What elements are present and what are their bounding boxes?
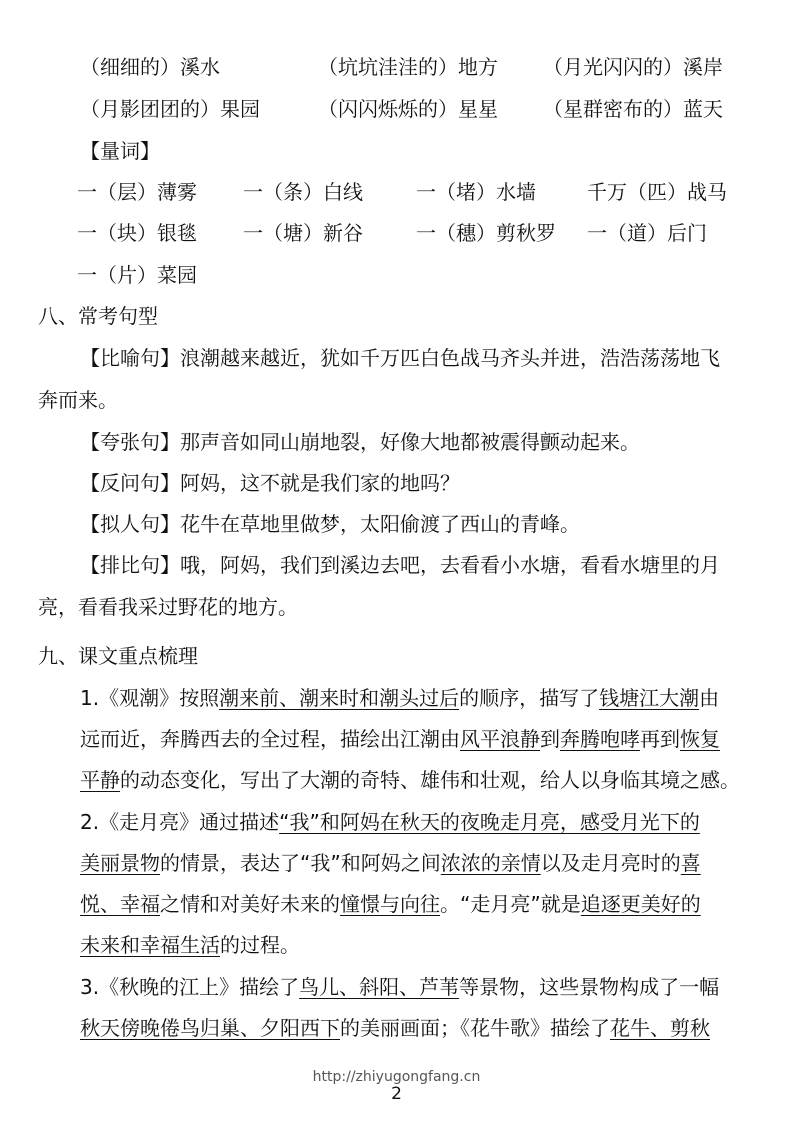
text: 1.《观潮》按照 (80, 686, 220, 710)
sentence-text: 哦，阿妈，我们到溪边去吧，去看看小水塘，看看水塘里的月 (180, 553, 720, 577)
measure-item: 一（道）后门 (587, 221, 707, 245)
sentence-tag: 【反问句】 (80, 471, 180, 495)
phrase: （星群密布的）蓝天 (543, 97, 723, 121)
key-point: 鸟儿、斜阳、芦苇 (299, 975, 460, 999)
phrase: （坑坑洼洼的）地方 (318, 55, 498, 79)
text: 的情景，表达了“我”和阿妈之间 (160, 851, 441, 875)
key-point: 美丽景物 (80, 851, 160, 875)
paragraph-line (80, 890, 701, 918)
text: 。“走月亮”就是 (440, 892, 581, 916)
sentence (80, 344, 720, 372)
text: 由 (699, 686, 720, 710)
sentence-text: 阿妈，这不就是我们家的地吗？ (180, 471, 460, 495)
phrase: （月影团团的）果园 (80, 97, 260, 121)
key-point: 风平浪静 (460, 727, 540, 751)
key-point: 秋天傍晚倦鸟归巢、夕阳西下 (80, 1016, 340, 1040)
phrase: （闪闪烁烁的）星星 (318, 97, 498, 121)
text: 的美丽画面；《花牛歌》描绘了 (340, 1016, 610, 1040)
measure-item: 一（塘）新谷 (243, 221, 363, 245)
sentence-tag: 【拟人句】 (80, 512, 180, 536)
section-title: 八、常考句型 (38, 304, 158, 328)
sentence (80, 510, 580, 538)
key-point: 潮来前、潮来时和潮头过后 (219, 686, 460, 710)
key-point: 悦、幸福 (80, 892, 160, 916)
measure-heading: 【量词】 (80, 139, 160, 163)
text: 以及走月亮时的 (540, 851, 681, 875)
key-point: 未来和幸福生活 (80, 933, 220, 957)
text: 等景物，这些景物构成了一幅 (459, 975, 720, 999)
measure-item: 一（堵）水墙 (416, 180, 536, 204)
measure-item: 一（条）白线 (243, 180, 363, 204)
text: 之情和对美好未来的 (160, 892, 340, 916)
text: 的顺序，描写了 (459, 686, 600, 710)
section-title: 九、课文重点梳理 (38, 644, 198, 668)
key-point: 浓浓的亲情 (440, 851, 541, 875)
sentence-text: 那声音如同山崩地裂，好像大地都被震得颤动起来。 (180, 430, 640, 454)
sentence (80, 428, 640, 456)
text: 再到 (640, 727, 680, 751)
key-point: 恢复 (680, 727, 720, 751)
paragraph-line (80, 973, 719, 1001)
text: 的动态变化，写出了大潮的奇特、雄伟和壮观，给人以身临其境之感。 (120, 768, 740, 792)
text: 远而近，奔腾西去的全过程，描绘出江潮由 (80, 727, 460, 751)
text: 到 (540, 727, 560, 751)
paragraph-line (80, 766, 740, 794)
phrase: （细细的）溪水 (80, 55, 220, 79)
measure-item: 一（层）薄雾 (77, 180, 197, 204)
key-point: 奔腾咆哮 (560, 727, 640, 751)
measure-item: 千万（匹）战马 (587, 180, 727, 204)
sentence-tag: 【比喻句】 (80, 346, 180, 370)
page-number: 2 (391, 1084, 402, 1104)
paragraph-line (80, 931, 300, 959)
key-point: 花牛、剪秋 (610, 1016, 710, 1040)
key-point: 追逐更美好的 (580, 892, 701, 916)
paragraph-line (80, 849, 701, 877)
sentence-cont: 亮，看看我采过野花的地方。 (38, 595, 298, 619)
sentence-text: 浪潮越来越近，犹如千万匹白色战马齐头并进，浩浩荡荡地飞 (180, 346, 720, 370)
text: 3.《秋晚的江上》描绘了 (80, 975, 300, 999)
sentence-text: 花牛在草地里做梦，太阳偷渡了西山的青峰。 (180, 512, 580, 536)
sentence-tag: 【排比句】 (80, 553, 180, 577)
measure-item: 一（块）银毯 (77, 221, 197, 245)
key-point: “我”和阿妈在秋天的夜晚走月亮，感受月光下的 (279, 810, 700, 834)
key-point: 憧憬与向往 (340, 892, 440, 916)
paragraph-line (80, 725, 720, 753)
measure-item: 一（片）菜园 (77, 263, 197, 287)
text: 2.《走月亮》通过描述 (80, 810, 280, 834)
paragraph-line (80, 1014, 710, 1042)
footer-url[interactable]: http://zhiyugongfang.cn (312, 1069, 481, 1085)
key-point: 钱塘江大潮 (599, 686, 700, 710)
sentence-cont: 奔而来。 (38, 388, 118, 412)
key-point: 喜 (680, 851, 701, 875)
sentence (80, 551, 720, 579)
sentence (80, 469, 460, 497)
text: 的过程。 (220, 933, 300, 957)
measure-item: 一（穗）剪秋罗 (416, 221, 556, 245)
paragraph-line (80, 808, 700, 836)
paragraph-line (80, 684, 719, 712)
phrase: （月光闪闪的）溪岸 (543, 55, 723, 79)
sentence-tag: 【夸张句】 (80, 430, 180, 454)
key-point: 平静 (80, 768, 120, 792)
